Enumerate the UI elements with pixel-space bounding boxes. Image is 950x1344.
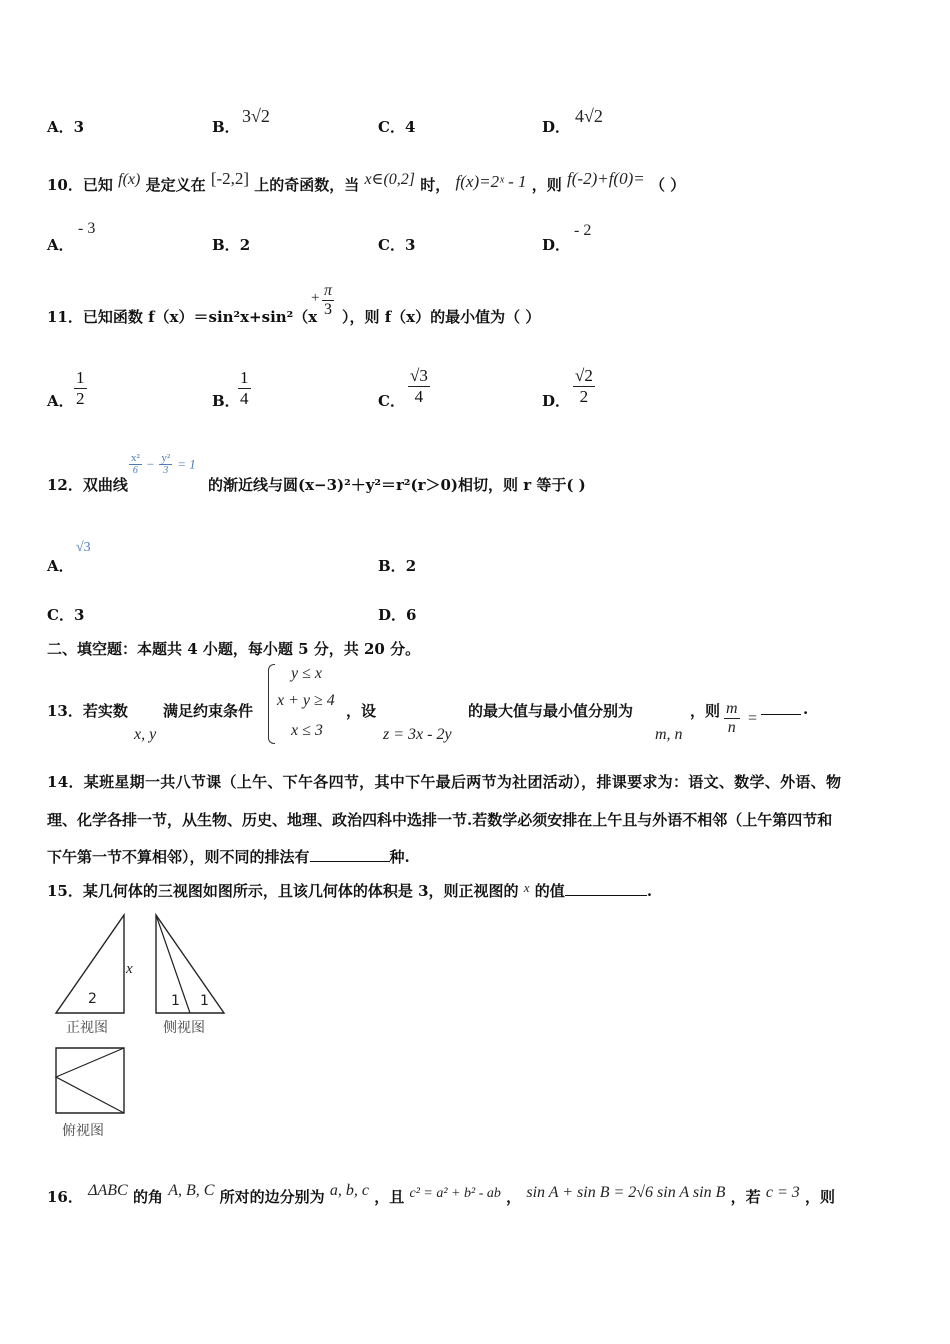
q10-stem: 10．已知 f(x) 是定义在 [-2,2] 上的奇函数，当 x∈(0,2] 时， f(x)=2ˣ - 1 ，则 f(-2)+f(0)= （ ） (47, 169, 686, 194)
side-view-right-label: 1 (200, 993, 209, 1009)
q12-option-b: B．2 (378, 557, 417, 575)
side-view-caption: 侧视图 (163, 1020, 205, 1036)
front-view-base-label: 2 (88, 991, 97, 1007)
section-heading-fill-in: 二、填空题：本题共 4 小题，每小题 5 分，共 20 分。 (47, 640, 421, 658)
q14-answer-blank[interactable] (310, 847, 390, 862)
q10-option-b: B．2 (212, 236, 251, 254)
q11-option-a-frac: $\frac{1}{2}$ (76, 368, 85, 408)
q12-option-d: D．6 (378, 606, 417, 624)
q13-constraint-3: x ≤ 3 (291, 722, 323, 739)
q11-pi-fraction: $\frac{\pi}{3}$ (324, 282, 333, 318)
side-view-shape (156, 915, 224, 1013)
q13-fraction: $\frac{m}{n}$ (726, 700, 738, 736)
q11-option-c-frac: $\frac{√3}{4}$ (410, 366, 428, 406)
top-view-caption: 俯视图 (62, 1123, 104, 1139)
q12-option-a: A． (47, 557, 74, 575)
q10-option-c: C．3 (378, 236, 416, 254)
q9-option-c: C．4 (378, 118, 416, 136)
q10-option-d-value: - 2 (574, 222, 592, 239)
q9-option-a: A．3 (47, 118, 85, 136)
q13-constraint-2: x + y ≥ 4 (277, 692, 335, 709)
q9-option-d: D． (542, 118, 571, 136)
q13-xy: x, y (134, 726, 157, 743)
q11-option-d: D． (542, 392, 571, 410)
q11-stem: 11．已知函数 f（x）＝sin²x+sin²（x (47, 308, 318, 326)
q16-stem: 16． ΔABC 的角 A, B, C 所对的边分别为 a, b, c ，且 c² = a² + b² - ab ， sin A + sin B = 2√6 sin A sin B ，若 c = 3 ，则 (47, 1182, 835, 1206)
q15-answer-blank[interactable] (565, 881, 647, 896)
q13-stem-4: 的最大值与最小值分别为 (468, 702, 634, 720)
q13-z: z = 3x - 2y (383, 726, 452, 743)
q10-option-d: D． (542, 236, 571, 254)
q9-option-d-value: 4√2 (575, 106, 603, 126)
q14-line-2: 理、化学各排一节，从生物、历史、地理、政治四科中选排一节.若数学必须安排在上午且与外语不相邻（上午第四节和 (47, 811, 833, 829)
q10-option-a-value: - 3 (78, 220, 96, 237)
q9-option-b-value: 3√2 (242, 106, 270, 126)
q13-constraint-1: y ≤ x (291, 665, 322, 682)
q11-option-b-frac: $\frac{1}{4}$ (240, 368, 249, 408)
q12-hyperbola-equation: $\frac{\text{x²}}{6}$ − $\frac{\text{y²}}{3}$ = 1 (131, 452, 196, 476)
q13-stem-1: 13．若实数 (47, 702, 128, 720)
front-view-height-label: x (126, 961, 133, 977)
q11-option-c: C． (378, 392, 405, 410)
q14-line-1: 14．某班星期一共八节课（上午、下午各四节，其中下午最后两节为社团活动），排课要求为：语文、数学、外语、物 (47, 773, 842, 791)
top-view-inner-lines (56, 1048, 124, 1113)
q10-option-a: A． (47, 236, 74, 254)
q13-mn: m, n (655, 726, 683, 743)
q13-period: . (803, 700, 809, 718)
q13-equals: = (748, 710, 758, 727)
q12-option-c: C．3 (47, 606, 85, 624)
q12-stem-start: 12．双曲线 (47, 476, 128, 494)
q9-option-b: B． (212, 118, 240, 136)
q11-option-b: B． (212, 392, 240, 410)
q13-brace (268, 664, 275, 744)
q14-line-3: 下午第一节不算相邻），则不同的排法有 种. (47, 848, 410, 866)
q13-stem-3: ，设 (346, 702, 377, 720)
q12-option-a-value: √3 (76, 540, 91, 555)
q11-option-d-frac: $\frac{√2}{2}$ (575, 366, 593, 406)
top-view-shape (56, 1048, 124, 1113)
q15-stem: 15．某几何体的三视图如图所示，且该几何体的体积是 3，则正视图的 x 的值 . (47, 880, 653, 900)
front-view-caption: 正视图 (66, 1020, 108, 1036)
q11-option-a: A． (47, 392, 74, 410)
q13-stem-2: 满足约束条件 (163, 702, 254, 720)
q13-answer-blank[interactable] (761, 700, 801, 715)
side-view-left-label: 1 (171, 993, 180, 1009)
q12-stem-end: 的渐近线与圆(x−3)²＋y²＝r²(r＞0)相切，则 r 等于( ) (208, 476, 586, 494)
q11-plus: + (311, 290, 320, 306)
q11-stem-end: ），则 f（x）的最小值为（ ） (342, 308, 541, 326)
q13-stem-5: ，则 (690, 702, 721, 720)
